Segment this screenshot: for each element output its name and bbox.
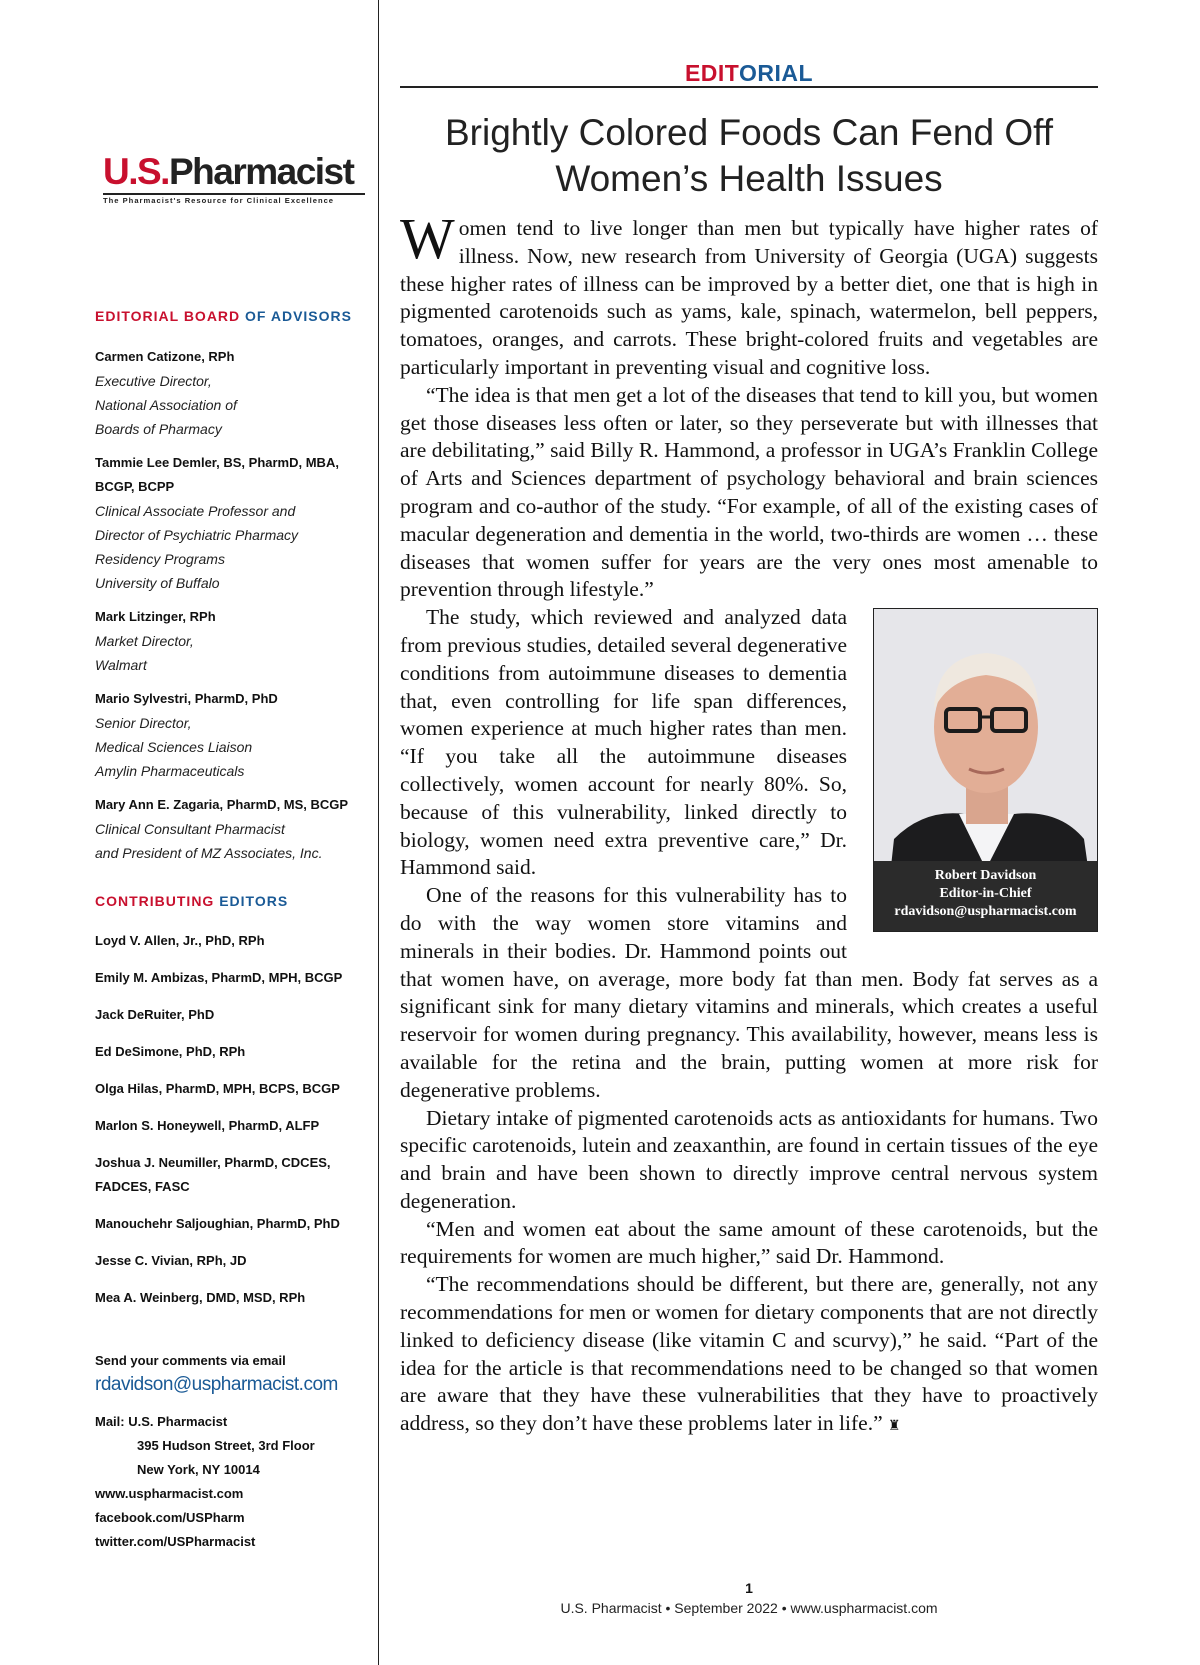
twitter-link[interactable]: twitter.com/USPharmacist: [95, 1534, 256, 1549]
logo-name: Pharmacist: [168, 151, 354, 192]
end-mark-icon: ♜: [888, 1419, 901, 1435]
contributing-editor: Emily M. Ambizas, PharmD, MPH, BCGP: [95, 970, 343, 985]
section-label-red: EDIT: [684, 60, 739, 86]
headline-line-2: Women’s Health Issues: [555, 158, 943, 199]
contributing-editor: Olga Hilas, PharmD, MPH, BCPS, BCGP: [95, 1081, 340, 1096]
editor-photo: [873, 608, 1098, 932]
contributing-editor: Loyd V. Allen, Jr., PhD, RPh: [95, 933, 265, 948]
advisor-role-line: Medical Sciences Liaison: [95, 739, 253, 755]
logo-us: U.S.: [103, 151, 169, 192]
contributing-editors-heading: [95, 893, 288, 909]
contributing-editor: Jack DeRuiter, PhD: [95, 1007, 215, 1022]
advisors-list: [95, 345, 375, 875]
facebook-link[interactable]: facebook.com/USPharm: [95, 1510, 245, 1525]
photo-caption: [874, 861, 1097, 931]
editorial-board-heading: [95, 308, 352, 324]
advisor-role-line: and President of MZ Associates, Inc.: [95, 845, 323, 861]
advisor-role-line: University of Buffalo: [95, 575, 220, 591]
advisor-role-line: Clinical Associate Professor and: [95, 503, 296, 519]
drop-cap: W: [400, 206, 455, 271]
paragraph-7: [400, 1271, 1098, 1441]
footer-info: U.S. Pharmacist • September 2022 • www.uspharmacist.com: [560, 1600, 938, 1616]
paragraph-4: One of the reasons for this vulnerability has to do with the way women store vitamins and minerals in their bodies. Dr. Hammond points out that women have, on average, more body fat than men. Body fat serves as a significant sink for many dietary vitamins and minerals, which creates a useful reservoir for women during pregnancy. This availability, however, means less is available for the retina and the brain, putting women at more risk for degenerative problems.: [400, 883, 1098, 1102]
paragraph-6: “Men and women eat about the same amount of these carotenoids, but the requirements for women are much higher,” said Dr. Hammond.: [400, 1216, 1098, 1269]
paragraph-5: Dietary intake of pigmented carotenoids acts as antioxidants for humans. Two specific carotenoids, lutein and zeaxanthin, are found in certain tissues of the eye and brain and have been shown to directly improve central nervous system degeneration.: [400, 1105, 1098, 1213]
address-line-1: 395 Hudson Street, 3rd Floor: [137, 1438, 315, 1453]
caption-title: Editor-in-Chief: [939, 886, 1032, 902]
advisor-role-line: Director of Psychiatric Pharmacy: [95, 527, 299, 543]
paragraph-1: [400, 206, 1098, 382]
comments-block: [95, 1350, 375, 1554]
advisor-name: Mark Litzinger, RPh: [95, 609, 216, 624]
advisor-entry: [95, 345, 375, 441]
paragraph-3: The study, which reviewed and analyzed data from previous studies, detailed several degenerative conditions from autoimmune diseases to dementia that, even controlling for life span differences, women experience at much higher rates than men. “If you take all the autoimmune diseases collectively, women account for nearly 80%. So, because of this vulnerability, linked directly to biology, women need extra preventive care,” Dr. Hammond said.: [400, 605, 847, 880]
contributing-editor: Joshua J. Neumiller, PharmD, CDCES, FADCES, FASC: [95, 1155, 331, 1194]
contributing-editor: Manouchehr Saljoughian, PharmD, PhD: [95, 1216, 340, 1231]
heading-part-red: CONTRIBUTING: [95, 893, 215, 909]
paragraph-2: “The idea is that men get a lot of the diseases that tend to kill you, but women get those diseases less often or later, so they perseverate but with illnesses that are debilitating,” said Billy R. Hammond, a professor in UGA’s Franklin College of Arts and Sciences department of psychology behavioral and brain sciences program and co-author of the study. “For example, of all of the existing cases of macular degeneration and dementia in the world, two-thirds are women … these diseases that women suffer for years are the very ones most amenable to prevention through lifestyle.”: [400, 382, 1098, 602]
logo-tagline: The Pharmacist's Resource for Clinical Excellence: [103, 196, 335, 205]
advisor-name: Mario Sylvestri, PharmD, PhD: [95, 691, 278, 706]
section-label-blue: ORIAL: [738, 60, 814, 86]
article-body: [400, 206, 1098, 1441]
mail-label: Mail: U.S. Pharmacist: [95, 1414, 228, 1429]
advisor-entry: [95, 793, 375, 865]
website-link[interactable]: www.uspharmacist.com: [95, 1486, 244, 1501]
article-headline: [400, 110, 1098, 202]
advisor-name: Mary Ann E. Zagaria, PharmD, MS, BCGP: [95, 797, 349, 812]
comments-email-link[interactable]: rdavidson@uspharmacist.com: [95, 1374, 338, 1395]
advisor-role-line: Senior Director,: [95, 715, 192, 731]
advisor-role-line: Market Director,: [95, 633, 194, 649]
advisor-role-line: National Association of: [95, 397, 237, 413]
caption-email[interactable]: rdavidson@uspharmacist.com: [894, 904, 1077, 920]
heading-part-blue: EDITORS: [214, 893, 289, 909]
address-line-2: New York, NY 10014: [137, 1462, 260, 1477]
contributing-editor: Ed DeSimone, PhD, RPh: [95, 1044, 246, 1059]
advisor-entry: [95, 687, 375, 783]
advisor-role-line: Clinical Consultant Pharmacist: [95, 821, 285, 837]
headline-line-1: Brightly Colored Foods Can Fend Off: [444, 112, 1054, 153]
caption-name: Robert Davidson: [934, 868, 1037, 884]
mail-address: [95, 1410, 375, 1554]
advisor-name: Carmen Catizone, RPh: [95, 349, 235, 364]
advisor-role-line: Walmart: [95, 657, 147, 673]
advisor-role-line: Executive Director,: [95, 373, 212, 389]
contributing-editors-list: [95, 929, 375, 1323]
logo-rule: [103, 193, 365, 195]
advisor-role-line: Boards of Pharmacy: [95, 421, 222, 437]
heading-part-red: EDITORIAL BOARD: [95, 308, 241, 324]
page-number: 1: [745, 1580, 753, 1596]
advisor-role-line: Amylin Pharmaceuticals: [95, 763, 245, 779]
paragraph-7-text: “The recommendations should be different, but there are, generally, not any recommendations for men or women for dietary components that are not directly linked to deficiency disease (like vitamin C and scurvy),” he said. “Part of the idea for the article is that recommendations need to be changed so that women are aware that they have these vulnerabilities that they have to proactively address, so they don’t have these problems later in life.”: [400, 1272, 1098, 1436]
section-label: [400, 60, 1098, 87]
heading-part-blue: OF ADVISORS: [240, 308, 352, 324]
contributing-editor: Marlon S. Honeywell, PharmD, ALFP: [95, 1118, 320, 1133]
column-divider: [378, 0, 379, 1665]
advisor-entry: [95, 605, 375, 677]
contributing-editor: Mea A. Weinberg, DMD, MSD, RPh: [95, 1290, 306, 1305]
advisor-name: Tammie Lee Demler, BS, PharmD, MBA, BCGP, BCPP: [95, 455, 339, 494]
paragraph-1-text: omen tend to live longer than men but typically have higher rates of illness. Now, new research from University of Georgia (UGA) suggests these higher rates of illness can be improved by a better diet, one that is high in pigmented carotenoids such as yams, kale, spinach, watermelon, bell peppers, tomatoes, oranges, and carrots. These bright-colored fruits and vegetables are particularly important in preventing visual and cognitive loss.: [400, 216, 1098, 379]
advisor-entry: [95, 451, 375, 595]
contributing-editor: Jesse C. Vivian, RPh, JD: [95, 1253, 247, 1268]
section-rule: [400, 86, 1098, 88]
comments-label: Send your comments via email: [95, 1353, 286, 1368]
advisor-role-line: Residency Programs: [95, 551, 225, 567]
us-pharmacist-logo: [103, 152, 365, 205]
